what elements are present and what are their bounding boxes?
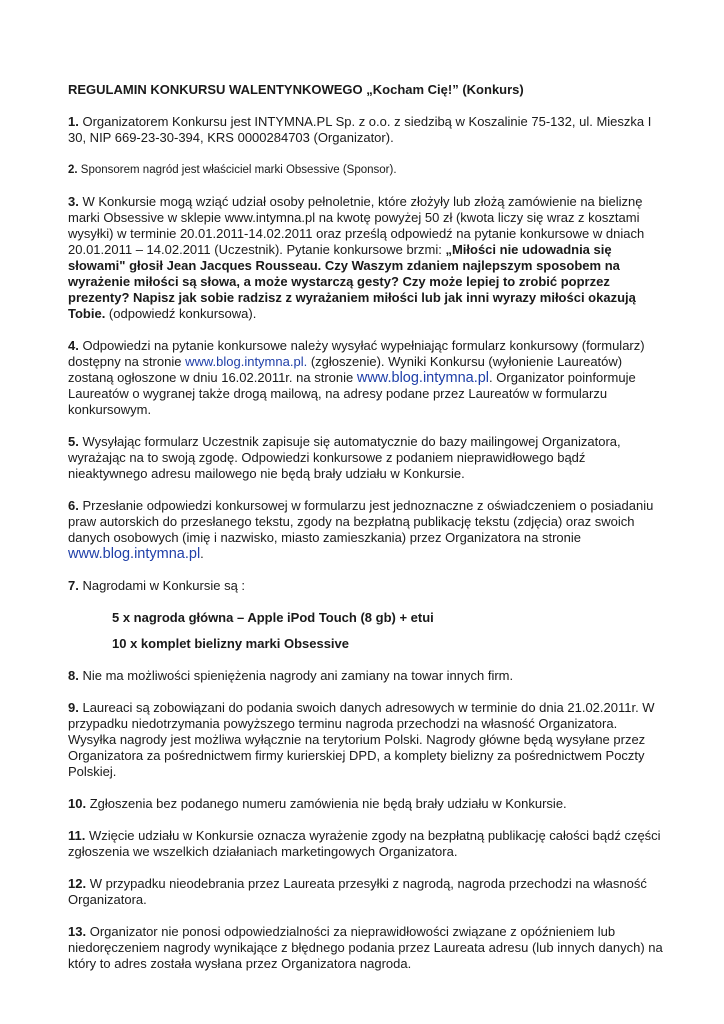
clause-text-tail: .: [200, 546, 204, 561]
clause-8: [68, 668, 668, 684]
clause-3: [68, 194, 668, 322]
clause-number: 12.: [68, 876, 87, 891]
blog-link[interactable]: www.blog.intymna.pl: [68, 546, 201, 562]
clause-text: W Konkursie mogą wziąć udział osoby pełnoletnie, które złożyły lub złożą zamówienie na bieliznę marki Obsessive w sklepie www.intymna.pl na kwotę powyżej 50 zł (kwota liczy się wraz z kosztami wysyłki) w terminie 20.01.2011-14.02.2011 oraz prześlą odpowiedź na pytanie konkursowe w dniach 20.01.2011 – 14.02.2011 (Uczestnik). Pytanie konkursowe brzmi:: [68, 194, 645, 257]
regulations-body: [68, 82, 668, 988]
clause-6: [68, 498, 668, 562]
clause-9: [68, 700, 668, 780]
clause-5: [68, 434, 668, 482]
clause-text: Nagrodami w Konkursie są :: [82, 578, 246, 593]
clause-number: 4.: [68, 338, 79, 353]
clause-text: Zgłoszenia bez podanego numeru zamówienia nie będą brały udziału w Konkursie.: [89, 796, 567, 811]
clause-number: 1.: [68, 114, 79, 129]
clause-number: 10.: [68, 796, 87, 811]
clause-text: Odpowiedzi na pytanie konkursowe należy wysyłać wypełniając formularz konkursowy (formularz) dostępny na stronie: [68, 338, 645, 369]
clause-text: W przypadku nieodebrania przez Laureata przesyłki z nagrodą, nagroda przechodzi na własność Organizatora.: [68, 876, 647, 907]
clause-text: Przesłanie odpowiedzi konkursowej w formularzu jest jednoznaczne z oświadczeniem o posiadaniu praw autorskich do przesłanego tekstu, zgody na bezpłatną publikację tekstu (zdjęcia) oraz swoich danych osobowych (imię i nazwisko, miasto zamieszkania) przez Organizatora na stronie: [68, 498, 654, 545]
clause-text: Laureaci są zobowiązani do podania swoich danych adresowych w terminie do dnia 21.02.2011r. W przypadku niedotrzymania powyższego terminu nagroda przechodzi na własność Organizatora. Wysyłka nagrody jest możliwa wyłącznie na terytorium Polski. Nagrody główne będą wysyłane przez Organizatora za pośrednictwem firmy kurierskiej DPD, a komplety bielizny za pośrednictwem Poczty Polskiej.: [68, 700, 655, 779]
clause-number: 6.: [68, 498, 79, 513]
contest-question: „Miłości nie udowadnia się słowami" głosił Jean Jacques Rousseau. Czy Waszym zdaniem najlepszym sposobem na wyrażenie miłości są słowa, a może wystarczą gesty? Czy może lepiej to zrobić poprzez prezenty? Napisz jak sobie radzisz z wyrażaniem miłości lub jak inni wyrazy miłości okazują Tobie.: [68, 242, 636, 321]
clause-text: Organizatorem Konkursu jest INTYMNA.PL Sp. z o.o. z siedzibą w Koszalinie 75-132, ul. Mieszka I 30, NIP 669-23-30-394, KRS 0000284703 (Organizator).: [68, 114, 652, 145]
prize-item: 5 x nagroda główna – Apple iPod Touch (8 gb) + etui: [112, 610, 434, 625]
clause-13: [68, 924, 668, 972]
clause-4: [68, 338, 668, 418]
prize-item: 10 x komplet bielizny marki Obsessive: [112, 636, 350, 651]
prize-list: [112, 610, 668, 652]
clause-text: (zgłoszenie). Wyniki Konkursu (wyłonienie Laureatów) zostaną ogłoszone w dniu 16.02.2011r. na stronie: [68, 354, 623, 385]
clause-number: 2.: [68, 164, 78, 176]
clause-text: Sponsorem nagród jest właściciel marki Obsessive (Sponsor).: [80, 164, 397, 176]
clause-number: 8.: [68, 668, 79, 683]
clause-number: 3.: [68, 194, 79, 209]
clause-12: [68, 876, 668, 908]
clause-7: [68, 578, 668, 594]
clause-number: 9.: [68, 700, 79, 715]
blog-link[interactable]: www.blog.intymna.pl: [356, 370, 490, 386]
clause-number: 5.: [68, 434, 79, 449]
blog-link[interactable]: www.blog.intymna.pl.: [185, 354, 308, 369]
clause-text: Wysyłając formularz Uczestnik zapisuje się automatycznie do bazy mailingowej Organizatora, wyrażając na to swoją zgodę. Odpowiedzi konkursowe z podaniem nieprawidłowego bądź nieaktywnego adresu mailowego nie będą brały udziału w Konkursie.: [68, 434, 621, 481]
clause-number: 13.: [68, 924, 87, 939]
clause-10: [68, 796, 668, 812]
clause-text: Organizator nie ponosi odpowiedzialności za nieprawidłowości związane z opóźnieniem lub niedoręczeniem nagrody wynikające z błędnego podania przez Laureata adresu (lub innych danych) na który to adres została wysłana przez Organizatora nagroda.: [68, 924, 663, 971]
clause-text: Wzięcie udziału w Konkursie oznacza wyrażenie zgody na bezpłatną publikację całości bądź części zgłoszenia we wszelkich działaniach marketingowych Organizatora.: [68, 828, 661, 859]
clause-1: [68, 114, 668, 146]
clause-text-tail: (odpowiedź konkursowa).: [105, 306, 257, 321]
clause-text: . Organizator poinformuje Laureatów o wygranej także drogą mailową, na adresy podane przez Laureatów w formularzu konkursowym.: [68, 370, 636, 417]
clause-number: 11.: [68, 828, 86, 843]
clause-11: [68, 828, 668, 860]
clause-2: [68, 162, 668, 178]
clause-number: 7.: [68, 578, 79, 593]
clause-text: Nie ma możliwości spieniężenia nagrody ani zamiany na towar innych firm.: [82, 668, 514, 683]
document-title: REGULAMIN KONKURSU WALENTYNKOWEGO „Kocham Cię!” (Konkurs): [68, 82, 524, 97]
